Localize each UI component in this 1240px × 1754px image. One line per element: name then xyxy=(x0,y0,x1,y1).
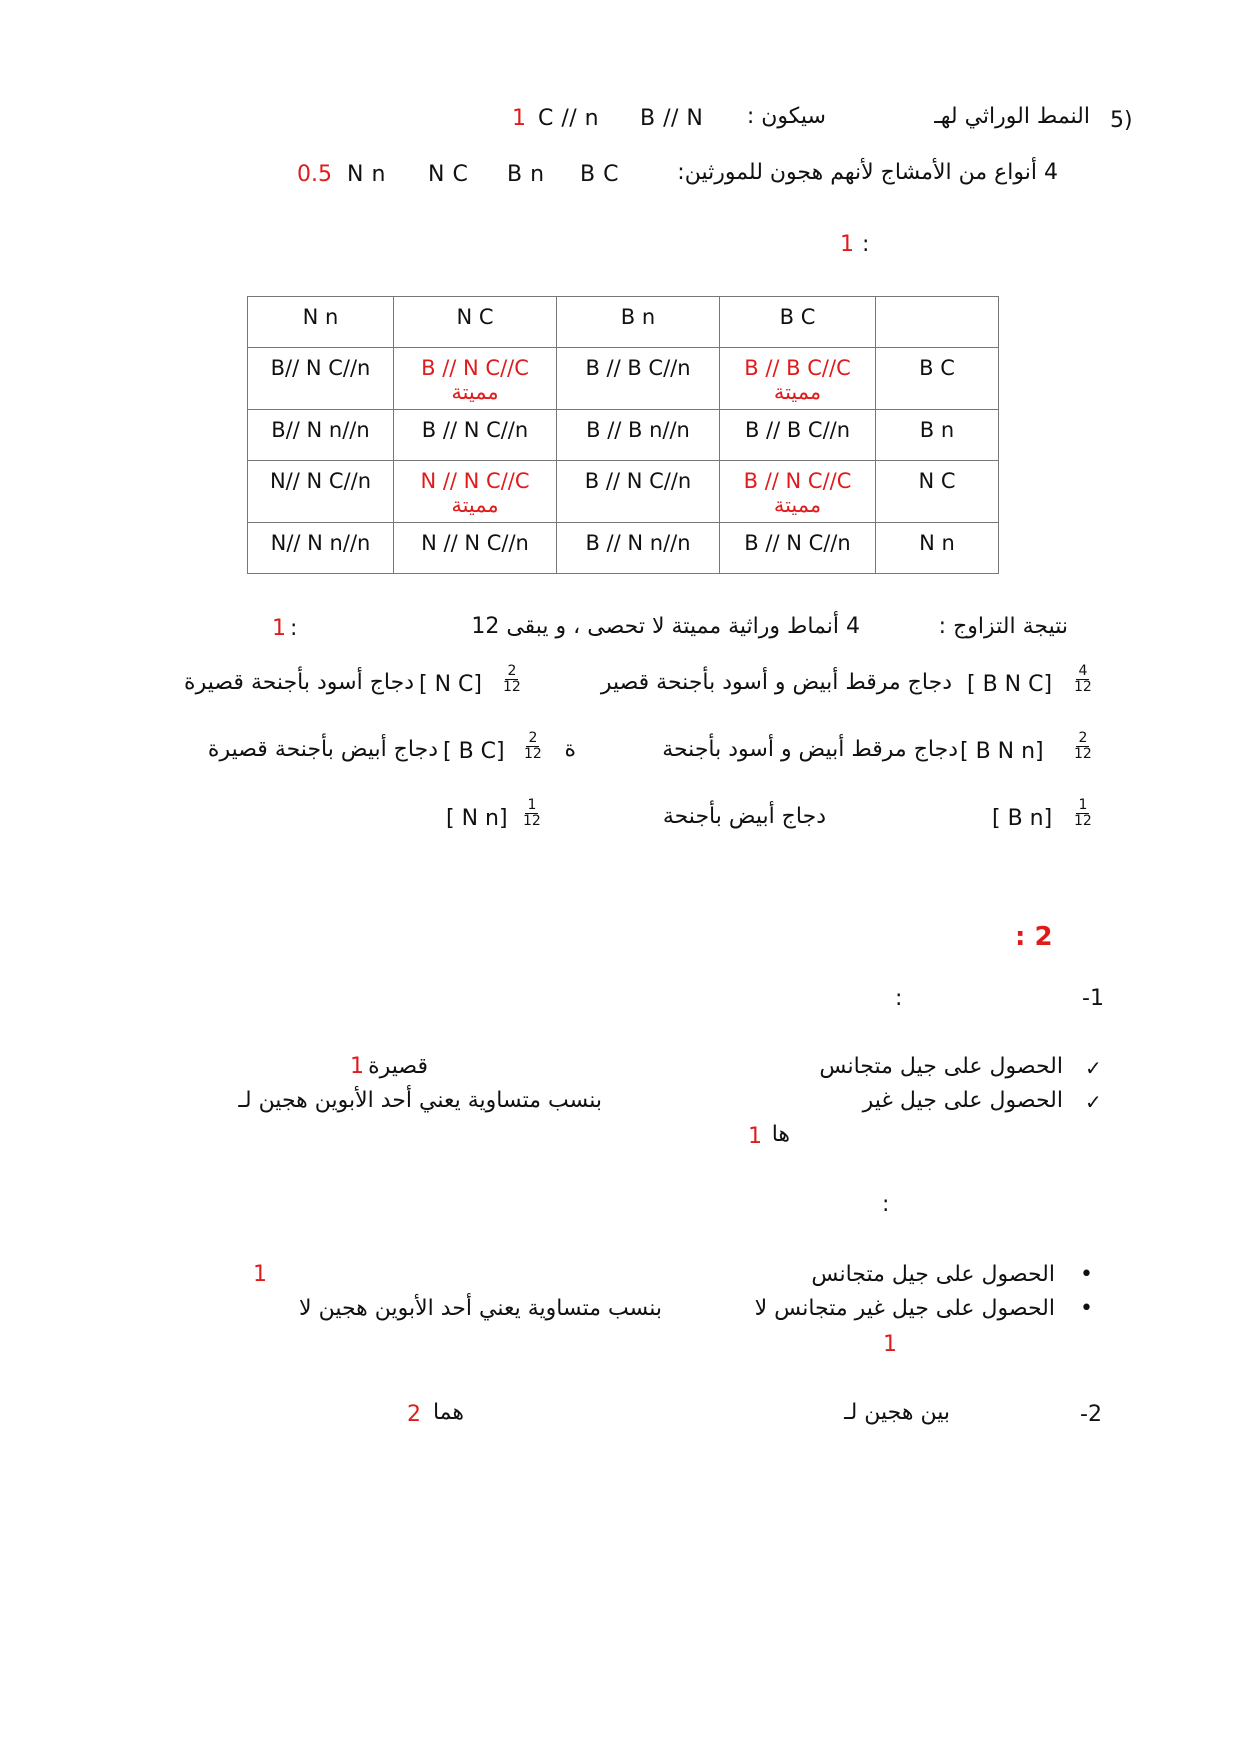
check-item-text: الحصول على جيل غير xyxy=(862,1088,1063,1113)
genotype-statement: النمط الوراثي لهـ xyxy=(934,104,1090,129)
fraction-numerator: 2 xyxy=(528,730,538,746)
table-cell: B // N C//n xyxy=(394,410,557,461)
table-header-cell: N n xyxy=(248,297,394,348)
phenotype: [ B n] xyxy=(992,806,1053,831)
genotype-lethal: B // N C//C xyxy=(743,469,852,493)
question-number: -1 xyxy=(1082,986,1104,1011)
checkmark-icon: ✓ xyxy=(1085,1056,1102,1080)
bullet-icon: • xyxy=(1080,1262,1093,1287)
table-cell: B // N n//n xyxy=(557,523,720,574)
table-header-cell xyxy=(876,297,999,348)
score-mark: 1 xyxy=(253,1262,267,1287)
genotype-lethal: N // N C//C xyxy=(420,469,530,493)
table-header-cell: B n xyxy=(557,297,720,348)
gamete-types-statement: 4 أنواع من الأمشاج لأنهم هجون للمورثين: xyxy=(677,160,1058,185)
checkmark-icon: ✓ xyxy=(1085,1090,1102,1114)
score-mark: 1 xyxy=(512,106,526,131)
phenotype-description: دجاج مرقط أبيض و أسود بأجنحة قصير xyxy=(600,670,952,695)
phenotype-description: دجاج أسود بأجنحة قصيرة xyxy=(184,670,414,695)
fraction-denominator: 12 xyxy=(523,813,541,829)
table-cell xyxy=(720,348,876,410)
question-number: 5) xyxy=(1110,108,1133,133)
row-gamete-label: B n xyxy=(876,410,999,461)
check-item-text: الحصول على جيل متجانس xyxy=(819,1054,1063,1079)
lethal-label: مميتة xyxy=(451,380,499,404)
colon: : xyxy=(862,232,870,257)
lethal-label: مميتة xyxy=(773,380,822,404)
genotype-lethal: B // B C//C xyxy=(744,356,851,380)
colon: : xyxy=(895,986,903,1011)
fraction xyxy=(1068,731,1098,762)
fraction-denominator: 12 xyxy=(503,679,521,695)
question-text: بين هجين لـ xyxy=(844,1400,950,1425)
score-mark: 2 xyxy=(407,1402,421,1427)
fraction-denominator: 12 xyxy=(1074,746,1092,762)
score-mark: 0.5 xyxy=(297,162,332,187)
phenotype: [ B N C] xyxy=(967,672,1053,697)
check-item-right: بنسب متساوية يعني أحد الأبوين هجين لـ xyxy=(238,1088,602,1113)
will-be-label: سيكون : xyxy=(746,104,826,129)
check-item-continuation: ها xyxy=(771,1122,790,1147)
fraction-numerator: 1 xyxy=(1078,797,1088,813)
cross-result-title: نتيجة التزاوج : xyxy=(938,614,1068,639)
phenotype: [ B N n] xyxy=(960,739,1044,764)
fraction-denominator: 12 xyxy=(1074,813,1092,829)
table-header-row xyxy=(248,297,999,348)
table-cell: N// N n//n xyxy=(248,523,394,574)
fraction-numerator: 2 xyxy=(507,663,517,679)
fraction-denominator: 12 xyxy=(524,746,542,762)
score-mark: 1 xyxy=(748,1124,762,1149)
fraction xyxy=(497,664,527,695)
table-cell: B// N n//n xyxy=(248,410,394,461)
fraction-numerator: 1 xyxy=(527,797,537,813)
bullet-icon: • xyxy=(1080,1296,1093,1321)
score-mark: 1 xyxy=(840,232,854,257)
table-cell xyxy=(394,461,557,523)
table-row xyxy=(248,348,999,410)
gamete-nn: N n xyxy=(347,162,386,187)
table-cell xyxy=(248,348,394,410)
phenotype-description-fragment: ة xyxy=(564,737,576,762)
bullet-item-right: بنسب متساوية يعني أحد الأبوين هجين لا xyxy=(299,1296,662,1321)
cross-result-text: 4 أنماط وراثية مميتة لا تحصى ، و يبقى 12 xyxy=(471,614,860,639)
phenotype-description: دجاج مرقط أبيض و أسود بأجنحة xyxy=(662,737,958,762)
genotype-lethal: B // N C//C xyxy=(421,356,529,380)
table-row xyxy=(248,461,999,523)
table-cell xyxy=(557,348,720,410)
phenotype: [ N C] xyxy=(419,672,482,697)
fraction xyxy=(1068,664,1098,695)
score-mark: 1 xyxy=(350,1054,364,1079)
table-row xyxy=(248,523,999,574)
bullet-item-text: الحصول على جيل غير متجانس لا xyxy=(754,1296,1055,1321)
check-item-right: قصيرة xyxy=(368,1054,428,1079)
question-number: -2 xyxy=(1080,1402,1102,1427)
gamete-bc: B C xyxy=(580,162,619,187)
genotype: B // N C//n xyxy=(584,469,692,493)
fraction xyxy=(518,731,548,762)
question-text-right: هما xyxy=(432,1400,464,1425)
genotype-part1: B // N xyxy=(640,106,704,131)
table-cell: N // N C//n xyxy=(394,523,557,574)
genotype: B// N C//n xyxy=(270,356,371,380)
genotype: B // B C//n xyxy=(585,356,691,380)
table-cell xyxy=(248,461,394,523)
table-cell: B // B C//n xyxy=(720,410,876,461)
row-gamete-label: B C xyxy=(876,348,999,410)
table-cell xyxy=(394,348,557,410)
score-mark: 1 xyxy=(883,1332,897,1357)
phenotype: [ N n] xyxy=(446,806,508,831)
score-mark: 1 xyxy=(272,616,286,641)
lethal-label: مميتة xyxy=(773,493,822,517)
row-gamete-label: N C xyxy=(876,461,999,523)
phenotype-description: دجاج أبيض بأجنحة قصيرة xyxy=(207,737,438,762)
table-cell xyxy=(720,461,876,523)
section-heading: : 2 xyxy=(1015,922,1053,952)
table-header-cell: B C xyxy=(720,297,876,348)
row-gamete-label: N n xyxy=(876,523,999,574)
fraction-numerator: 4 xyxy=(1078,663,1088,679)
table-header-cell: N C xyxy=(394,297,557,348)
colon: : xyxy=(290,616,298,641)
genotype: N// N C//n xyxy=(269,469,372,493)
phenotype-description: دجاج أبيض بأجنحة xyxy=(662,804,826,829)
phenotype: [ B C] xyxy=(443,739,505,764)
colon: : xyxy=(882,1192,890,1217)
gamete-bn: B n xyxy=(507,162,545,187)
bullet-item-text: الحصول على جيل متجانس xyxy=(811,1262,1055,1287)
fraction xyxy=(1068,798,1098,829)
table-cell xyxy=(557,461,720,523)
gamete-nc: N C xyxy=(428,162,469,187)
genotype-part2: C // n xyxy=(538,106,600,131)
fraction-numerator: 2 xyxy=(1078,730,1088,746)
table-row xyxy=(248,410,999,461)
lethal-label: مميتة xyxy=(451,493,499,517)
table-cell: B // B n//n xyxy=(557,410,720,461)
fraction-denominator: 12 xyxy=(1074,679,1092,695)
punnett-square xyxy=(247,296,999,574)
table-cell: B // N C//n xyxy=(720,523,876,574)
fraction xyxy=(517,798,547,829)
